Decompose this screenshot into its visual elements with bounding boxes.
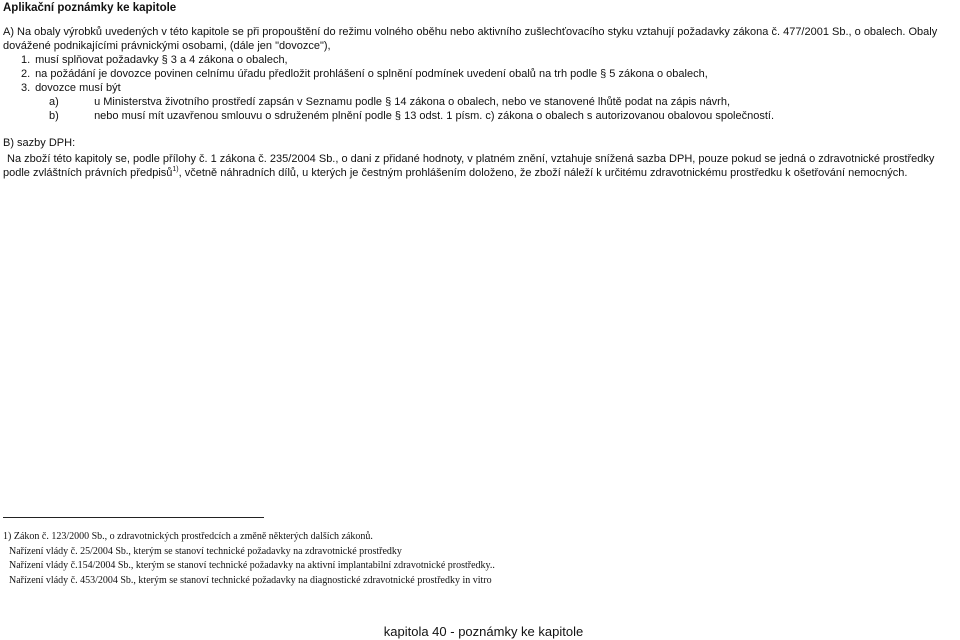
page-title: Aplikační poznámky ke kapitole bbox=[3, 2, 177, 14]
sublist-item-letter: b) bbox=[49, 110, 59, 122]
section-b-paragraph bbox=[3, 152, 958, 180]
footnote-separator bbox=[3, 517, 264, 518]
section-a-lettered-list bbox=[49, 95, 949, 123]
sublist-item-text: u Ministerstva životního prostředí zapsán v Seznamu podle § 14 zákona o obalech, nebo ve stanovené lhůtě podat na zápis návrh, bbox=[94, 96, 731, 108]
footnote-item: Nařízení vlády č. 453/2004 Sb., kterým se stanoví technické požadavky na diagnostické zdravotnické prostředky in vitro bbox=[9, 574, 492, 586]
section-b-line-2-end: , včetně náhradních dílů, u kterých je čestným prohlášením doloženo, že zboží náleží k určitému zdravotnickému prostředku k ošetřování nemocných. bbox=[178, 167, 908, 179]
list-item-text: musí splňovat požadavky § 3 a 4 zákona o obalech, bbox=[35, 54, 288, 66]
section-a-line-1: A) Na obaly výrobků uvedených v této kapitole se při propouštění do režimu volného oběhu nebo aktivního zušlechťovacího styku vztahují požadavky zákona č. 477/2001 Sb., o obalech. Obaly bbox=[3, 26, 938, 38]
sublist-item bbox=[49, 95, 949, 109]
sublist-item bbox=[49, 109, 949, 123]
section-b-line-2 bbox=[3, 166, 958, 180]
list-item bbox=[21, 67, 956, 81]
list-item bbox=[21, 53, 956, 67]
footnotes bbox=[3, 530, 703, 588]
list-item-text: na požádání je dovozce povinen celnímu úřadu předložit prohlášení o splnění podmínek uvedení obalů na trh podle § 5 zákona o obalech, bbox=[35, 68, 708, 80]
footnote-reference[interactable]: 1) bbox=[172, 166, 179, 173]
section-b-line-1: Na zboží této kapitoly se, podle přílohy č. 1 zákona č. 235/2004 Sb., o dani z přidané hodnoty, v platném znění, vztahuje snížená sazba DPH, pouze pokud se jedná o zdravotnické prostředky bbox=[7, 153, 935, 165]
sublist-item-letter: a) bbox=[49, 96, 59, 108]
page-footer: kapitola 40 - poznámky ke kapitole bbox=[383, 624, 584, 639]
section-a-intro bbox=[3, 25, 958, 53]
list-item-number: 2. bbox=[21, 68, 31, 80]
list-item-text: dovozce musí být bbox=[35, 82, 121, 94]
section-a-numbered-list bbox=[21, 53, 956, 95]
section-a-line-2: dovážené podnikajícími právnickými osobami, (dále jen "dovozce"), bbox=[3, 40, 331, 52]
sublist-item-text: nebo musí mít uzavřenou smlouvu o sdruženém plnění podle § 13 odst. 1 písm. c) zákona o obalech s autorizovanou obalovou společností. bbox=[94, 110, 775, 122]
list-item-number: 3. bbox=[21, 82, 31, 94]
footnote-item: 1) Zákon č. 123/2000 Sb., o zdravotnických prostředcích a změně některých dalších zákonů. bbox=[3, 531, 373, 542]
document-page bbox=[3, 0, 958, 640]
section-b-heading: B) sazby DPH: bbox=[3, 137, 76, 149]
list-item bbox=[21, 81, 956, 95]
list-item-number: 1. bbox=[21, 54, 31, 66]
footnote-item: Nařízení vlády č. 25/2004 Sb., kterým se stanoví technické požadavky na zdravotnické prostředky bbox=[9, 545, 402, 557]
footnote-item: Nařízení vlády č.154/2004 Sb., kterým se stanoví technické požadavky na aktivní implantabilní zdravotnické prostředky.. bbox=[9, 560, 495, 572]
section-b-line-2-start: podle zvláštních právních předpisů bbox=[3, 167, 173, 179]
